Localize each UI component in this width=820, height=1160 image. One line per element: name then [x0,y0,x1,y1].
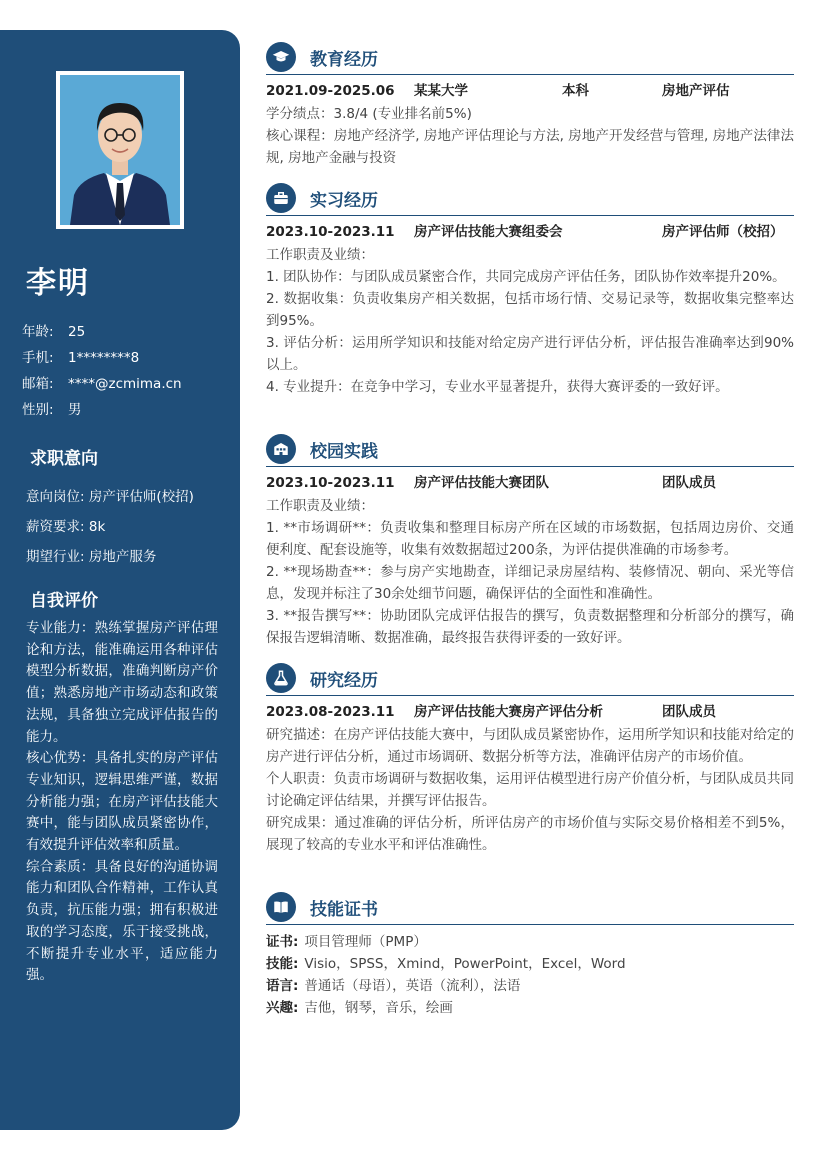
info-row-age [22,319,232,345]
intent-row-position [26,482,236,512]
research-section [266,661,794,856]
info-label: 性别: [22,402,54,418]
entry-org: 房产评估技能大赛房产评估分析 [414,704,603,720]
section-header [266,890,794,925]
detail-line: 工作职责及业绩： [266,498,374,514]
intent-title: 求职意向 [30,449,98,469]
graduation-cap-icon [266,42,296,72]
info-label: 手机: [22,350,54,366]
skill-value: 项目管理师（PMP） [304,934,427,950]
section-title: 实习经历 [310,191,378,211]
detail-line: 4. 专业提升：在竞争中学习，专业水平显著提升，获得大赛评委的一致好评。 [266,379,729,395]
avatar [56,71,184,229]
basic-info [22,319,232,423]
entry-date: 2021.09-2025.06 [266,83,395,99]
self-eval-text [26,618,218,987]
intent-row-industry [26,542,236,572]
detail-line: 核心课程：房地产经济学, 房地产评估理论与方法, 房地产开发经营与管理, 房地产法律法规, 房地产金融与投资 [266,128,794,166]
skill-label: 兴趣: [266,1000,299,1016]
info-value: 1********8 [68,350,140,366]
entry-org: 房产评估技能大赛组委会 [414,224,563,240]
entry-role: 团队成员 [662,475,716,491]
campus-section [266,432,794,649]
detail-line: 3. **报告撰写**：协助团队完成评估报告的撰写，负责数据整理和分析部分的撰写，确保报告逻辑清晰、数据准确，最终报告获得评委的一致好评。 [266,608,794,646]
research-details [266,724,794,856]
intent-row-salary [26,512,236,542]
skill-value: 普通话（母语），英语（流利），法语 [304,978,521,994]
intent-value: 8k [88,519,106,535]
education-section [266,40,794,169]
detail-line: 学分绩点：3.8/4 (专业排名前5%) [266,106,472,122]
skill-row-interests [266,997,794,1019]
info-label: 年龄: [22,324,54,340]
self-eval-title: 自我评价 [30,591,98,611]
section-header [266,661,794,696]
book-icon [266,892,296,922]
intent-label: 薪资要求: [26,519,85,535]
info-row-phone [22,345,232,371]
internship-section [266,181,794,398]
detail-line: 研究成果：通过准确的评估分析，所评估房产的市场价值与实际交易价格相差不到5%，展现了较高的专业水平和评估准确性。 [266,815,794,853]
info-value: 25 [68,324,86,340]
section-title: 技能证书 [310,900,378,920]
job-intent [26,482,236,572]
profile-photo [60,75,180,225]
detail-line: 个人职责：负责市场调研与数据收集，运用评估模型进行房产价值分析，与团队成员共同讨论确定评估结果，并撰写评估报告。 [266,771,794,809]
campus-entry-header [266,471,794,495]
info-label: 邮箱: [22,376,54,392]
entry-date: 2023.10-2023.11 [266,475,395,491]
candidate-name: 李明 [26,266,90,301]
internship-details [266,244,794,398]
flask-icon [266,663,296,693]
education-details [266,103,794,169]
skill-label: 语言: [266,978,299,994]
entry-date: 2023.08-2023.11 [266,704,395,720]
internship-entry-header [266,220,794,244]
section-title: 研究经历 [310,671,378,691]
skills-section [266,890,794,1019]
info-row-email [22,371,232,397]
info-value: ****@zcmima.cn [68,376,182,392]
detail-line: 1. **市场调研**：负责收集和整理目标房产所在区域的市场数据，包括周边房价、交通便利度、配套设施等，收集有效数据超过200条，为评估提供准确的市场参考。 [266,520,794,558]
detail-line: 3. 评估分析：运用所学知识和技能对给定房产进行评估分析，评估报告准确率达到90%以上。 [266,335,794,373]
self-eval-paragraph: 专业能力：熟练掌握房产评估理论和方法，能准确运用各种评估模型分析数据，准确判断房产价值；熟悉房地产市场动态和政策法规，具备独立完成评估报告的能力。 [26,620,218,745]
entry-org: 房产评估技能大赛团队 [414,475,549,491]
skill-value: Visio，SPSS，Xmind，PowerPoint，Excel，Word [304,956,626,972]
skill-row-language [266,975,794,997]
entry-school: 某某大学 [414,83,468,99]
entry-major: 房地产评估 [662,83,730,99]
building-icon [266,434,296,464]
intent-label: 期望行业: [26,549,85,565]
entry-date: 2023.10-2023.11 [266,224,395,240]
detail-line: 2. 数据收集：负责收集房产相关数据，包括市场行情、交易记录等，数据收集完整率达到95%。 [266,291,794,329]
detail-line: 1. 团队协作：与团队成员紧密合作，共同完成房产评估任务，团队协作效率提升20%。 [266,269,786,285]
section-header [266,40,794,75]
entry-role: 房产评估师（校招） [662,224,784,240]
skill-label: 证书: [266,934,299,950]
detail-line: 工作职责及业绩： [266,247,374,263]
entry-degree: 本科 [562,83,589,99]
skill-value: 吉他，钢琴，音乐，绘画 [304,1000,453,1016]
campus-details [266,495,794,649]
detail-line: 研究描述：在房产评估技能大赛中，与团队成员紧密协作，运用所学知识和技能对给定的房产进行评估分析，通过市场调研、数据分析等方法，准确评估房产的市场价值。 [266,727,794,765]
entry-role: 团队成员 [662,704,716,720]
section-title: 校园实践 [310,442,378,462]
info-value: 男 [68,402,82,418]
education-entry-header [266,79,794,103]
intent-label: 意向岗位: [26,489,85,505]
briefcase-icon [266,183,296,213]
intent-value: 房地产服务 [88,549,157,565]
skill-label: 技能: [266,956,299,972]
sidebar [0,30,240,1130]
skill-row-certificate [266,931,794,953]
section-title: 教育经历 [310,50,378,70]
info-row-gender [22,397,232,423]
section-header [266,432,794,467]
intent-value: 房产评估师(校招) [88,489,194,505]
research-entry-header [266,700,794,724]
self-eval-paragraph: 核心优势：具备扎实的房产评估专业知识，逻辑思维严谨，数据分析能力强；在房产评估技能大赛中，能与团队成员紧密协作，有效提升评估效率和质量。 [26,750,218,854]
skill-row-skills [266,953,794,975]
detail-line: 2. **现场勘查**：参与房产实地勘查，详细记录房屋结构、装修情况、朝向、采光等信息，发现并标注了30余处细节问题，确保评估的全面性和准确性。 [266,564,794,602]
skills-list [266,931,794,1019]
section-header [266,181,794,216]
self-eval-paragraph: 综合素质：具备良好的沟通协调能力和团队合作精神，工作认真负责，抗压能力强；拥有积极进取的学习态度，乐于接受挑战，不断提升专业水平，适应能力强。 [26,858,218,984]
